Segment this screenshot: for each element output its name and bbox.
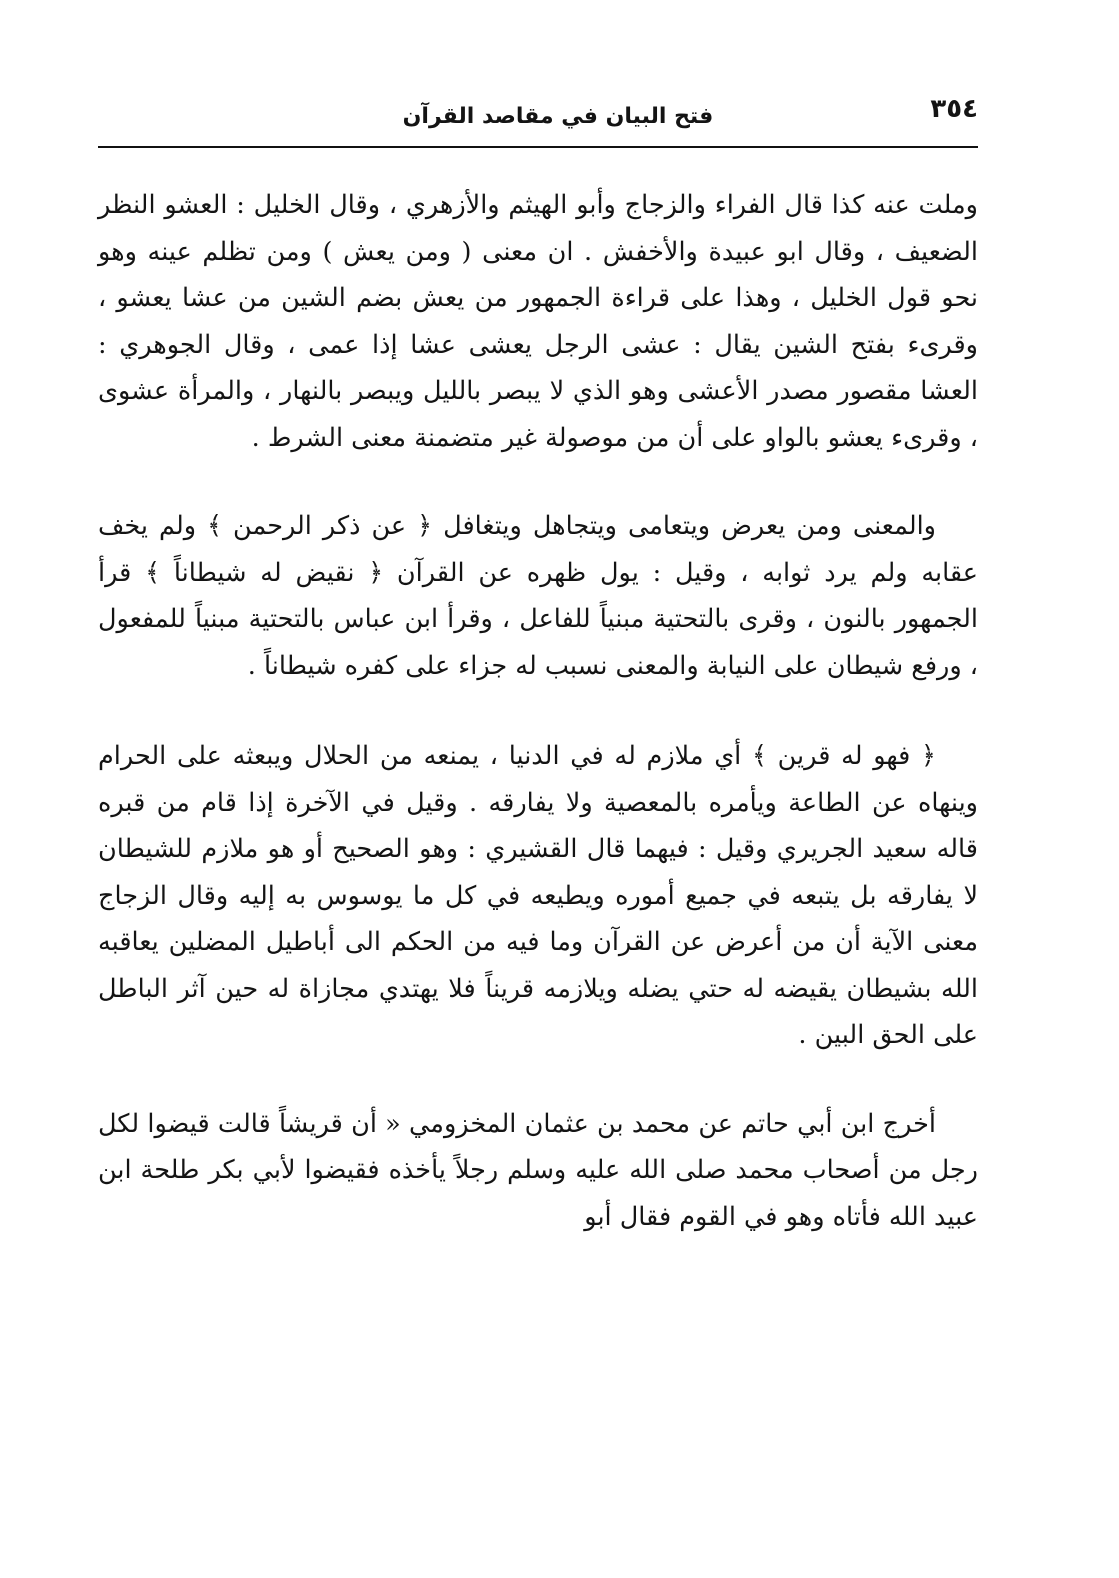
book-page xyxy=(98,78,978,1558)
paragraph-gap xyxy=(98,461,978,503)
paragraph-2: والمعنى ومن يعرض ويتعامى ويتجاهل ويتغافل ﴿ عن ذكر الرحمن ﴾ ولم يخف عقابه ولم يرد ثوابه ، وقيل : يول ظهره عن القرآن ﴿ نقيض له شيطاناً ﴾ قرأ الجمهور بالنون ، وقرى بالتحتية مبنياً للفاعل ، وقرأ ابن عباس بالتحتية مبنياً للمفعول ، ورفع شيطان على النيابة والمعنى نسبب له جزاء على كفره شيطاناً . xyxy=(98,511,978,681)
paragraph-1: وملت عنه كذا قال الفراء والزجاج وأبو الهيثم والأزهري ، وقال الخليل : العشو النظر الضعيف ، وقال ابو عبيدة والأخفش . ان معنى ( ومن يعش ) ومن تظلم عينه وهو نحو قول الخليل ، وهذا على قراءة الجمهور من يعش بضم الشين من عشا يعشو ، وقرىء بفتح الشين يقال : عشى الرجل يعشى عشا إذا عمى ، وقال الجوهري : العشا مقصور مصدر الأعشى وهو الذي لا يبصر بالليل ويبصر بالنهار ، والمرأة عشوى ، وقرىء يعشو بالواو على أن من موصولة غير متضمنة معنى الشرط . xyxy=(98,190,978,453)
running-header xyxy=(98,78,978,142)
paragraph-gap xyxy=(98,1059,978,1101)
book-title: فتح البيان في مقاصد القرآن xyxy=(402,104,714,129)
body-text xyxy=(98,182,978,1240)
header-rule xyxy=(98,146,978,148)
paragraph-3: ﴿ فهو له قرين ﴾ أي ملازم له في الدنيا ، يمنعه من الحلال ويبعثه على الحرام وينهاه عن الطاعة ويأمره بالمعصية ولا يفارقه . وقيل في الآخرة إذا قام من قبره قاله سعيد الجريري وقيل : فيهما قال القشيري : وهو الصحيح أو هو ملازم للشيطان لا يفارقه بل يتبعه في جميع أموره ويطيعه في كل ما يوسوس به إليه وقال الزجاج معنى الآية أن من أعرض عن القرآن وما فيه من الحكم الى أباطيل المضلين يعاقبه الله بشيطان يقيضه له حتي يضله ويلازمه قريناً فلا يهتدي مجازاة له حين آثر الباطل على الحق البين . xyxy=(98,741,978,1050)
paragraph-4: أخرج ابن أبي حاتم عن محمد بن عثمان المخزومي « أن قريشاً قالت قيضوا لكل رجل من أصحاب محمد صلى الله عليه وسلم رجلاً يأخذه فقيضوا لأبي بكر طلحة ابن عبيد الله فأتاه وهو في القوم فقال أبو xyxy=(98,1108,978,1232)
paragraph-gap xyxy=(98,689,978,733)
page-number: ٣٥٤ xyxy=(930,94,978,124)
